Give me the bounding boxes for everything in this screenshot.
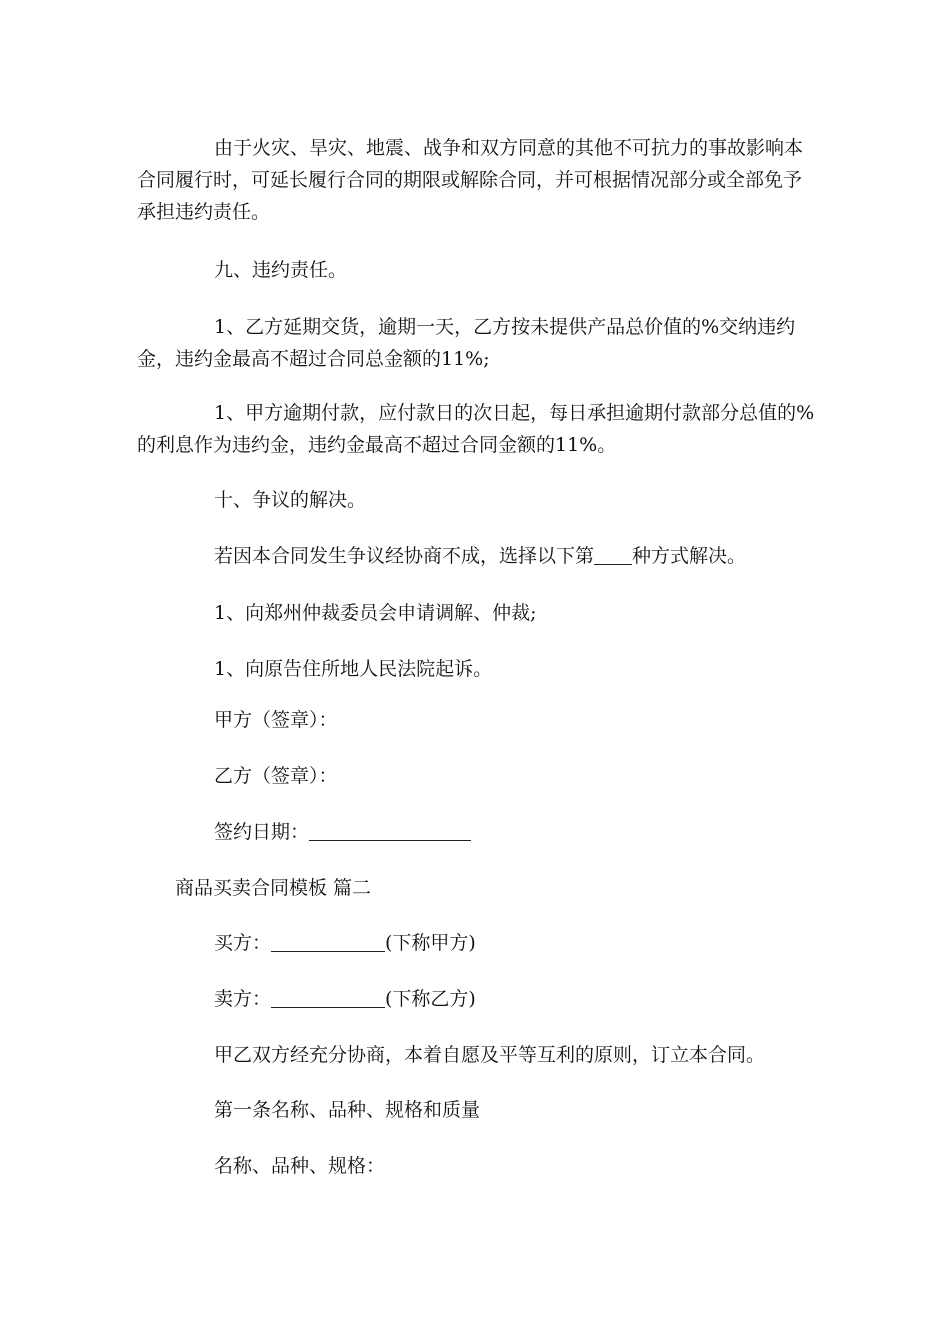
buyer-blank[interactable] — [271, 929, 385, 952]
seller-suffix: (下称乙方) — [385, 988, 476, 1010]
seller-label: 卖方： — [214, 988, 272, 1010]
signature-party-a: 甲方（签章）： — [214, 709, 338, 731]
option-arbitration: 1、向郑州仲裁委员会申请调解、仲裁; — [214, 602, 537, 624]
paragraph-breach-buyer: 1、甲方逾期付款，应付款日的次日起，每日承担逾期付款部分总值的%的利息作为违约金，违约金最高不超过合同金额的11%。 — [137, 402, 815, 456]
spec-label: 名称、品种、规格： — [214, 1155, 386, 1177]
signature-date-row — [214, 816, 471, 848]
option-court: 1、向原告住所地人民法院起诉。 — [214, 658, 493, 680]
section-heading-dispute: 十、争议的解决。 — [214, 489, 367, 511]
buyer-suffix: (下称甲方) — [385, 932, 476, 954]
section-heading-breach: 九、违约责任。 — [214, 259, 348, 281]
seller-blank[interactable] — [271, 985, 385, 1008]
dispute-text-after: 种方式解决。 — [632, 545, 747, 567]
signature-date-blank[interactable] — [309, 818, 471, 841]
buyer-label: 买方： — [214, 932, 272, 954]
dispute-option-blank[interactable] — [594, 542, 632, 565]
signature-date-label: 签约日期： — [214, 821, 310, 843]
buyer-row — [214, 927, 476, 959]
dispute-text-before: 若因本合同发生争议经协商不成，选择以下第 — [214, 545, 595, 567]
article-1-heading: 第一条名称、品种、规格和质量 — [214, 1099, 481, 1121]
paragraph-agreement: 甲乙双方经充分协商，本着自愿及平等互利的原则，订立本合同。 — [214, 1044, 766, 1066]
paragraph-breach-seller: 1、乙方延期交货，逾期一天，乙方按未提供产品总价值的%交纳违约金，违约金最高不超过合同总金额的11%; — [137, 316, 796, 370]
paragraph-force-majeure: 由于火灾、旱灾、地震、战争和双方同意的其他不可抗力的事故影响本合同履行时，可延长履行合同的期限或解除合同，并可根据情况部分或全部免予承担违约责任。 — [137, 137, 804, 223]
signature-party-b: 乙方（签章）： — [214, 765, 338, 787]
template-2-title: 商品买卖合同模板 篇二 — [175, 877, 372, 899]
paragraph-dispute-choice — [214, 540, 746, 572]
seller-row — [214, 983, 476, 1015]
